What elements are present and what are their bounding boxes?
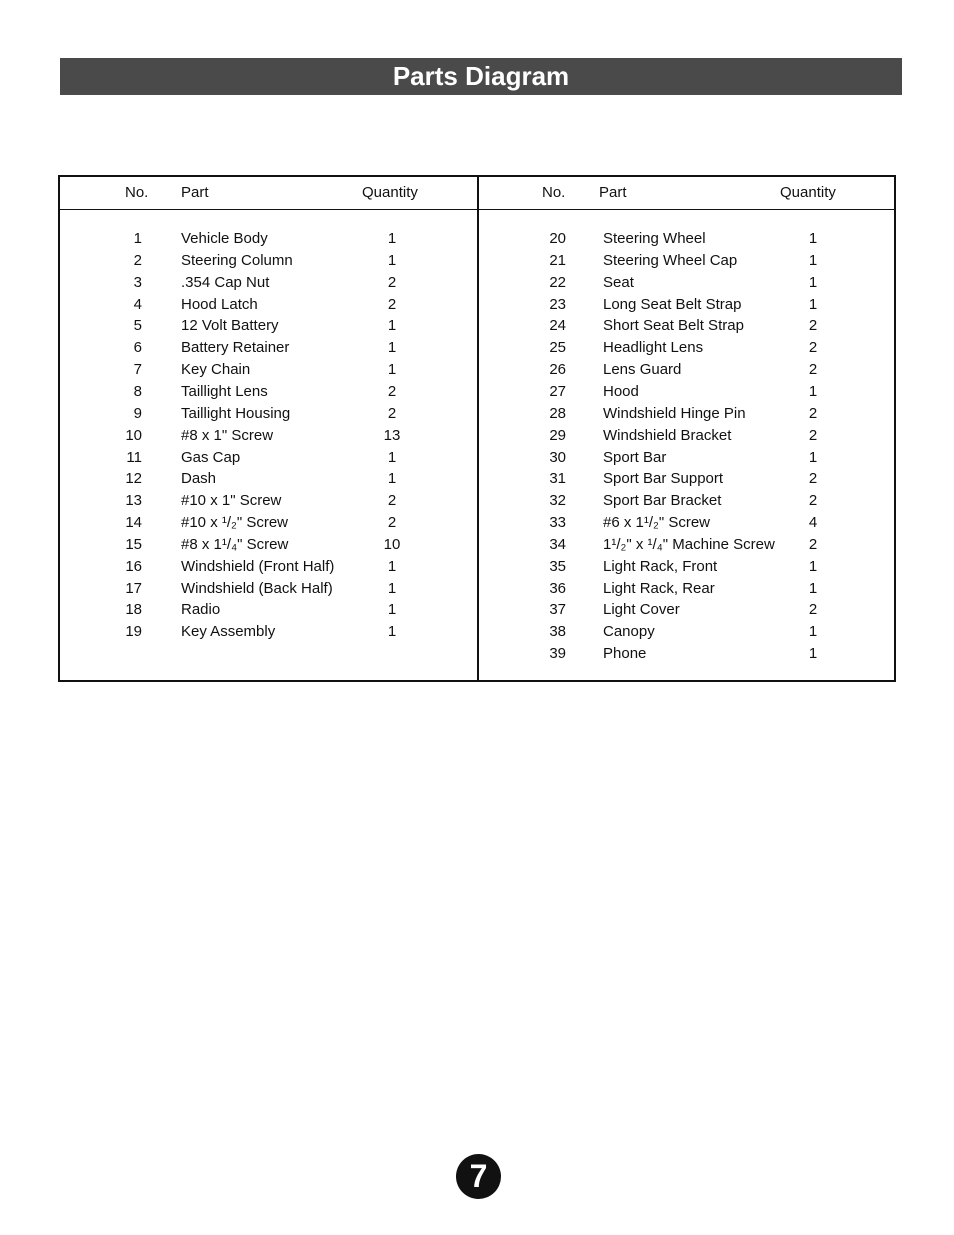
part-number: 15 (125, 535, 142, 553)
table-row (479, 556, 896, 578)
part-name: Steering Column (181, 251, 293, 269)
table-row (479, 294, 896, 316)
part-quantity: 1 (808, 579, 818, 597)
part-number: 10 (125, 426, 142, 444)
table-row (60, 490, 477, 512)
part-quantity: 2 (808, 535, 818, 553)
table-row (60, 447, 477, 469)
part-name: 12 Volt Battery (181, 317, 279, 335)
part-name: Radio (181, 601, 221, 619)
table-row (479, 272, 896, 294)
part-number: 36 (549, 579, 566, 597)
part-number: 13 (125, 492, 142, 510)
part-quantity: 1 (387, 448, 397, 466)
part-quantity: 1 (387, 230, 397, 247)
part-name: Hood (603, 382, 639, 400)
table-row (60, 556, 477, 578)
part-number: 32 (549, 492, 566, 510)
part-name: Key Chain (181, 361, 251, 379)
part-quantity: 2 (808, 492, 818, 510)
part-name: Light Rack, Rear (603, 579, 715, 597)
part-quantity: 2 (808, 426, 818, 444)
part-name: Phone (603, 645, 647, 663)
table-row (60, 315, 477, 337)
part-number: 29 (549, 426, 566, 444)
part-number: 14 (125, 514, 142, 532)
part-name: Canopy (603, 623, 655, 641)
part-number: 34 (549, 535, 566, 553)
table-row (479, 250, 896, 272)
table-row (60, 621, 477, 643)
header-no: No. (542, 184, 566, 201)
table-row (479, 578, 896, 600)
part-name: Headlight Lens (603, 339, 704, 357)
page-title: Parts Diagram (60, 58, 902, 95)
header-part: Part (181, 184, 209, 201)
part-quantity: 13 (383, 426, 401, 444)
part-number: 18 (125, 601, 142, 619)
table-row (479, 337, 896, 359)
part-number: 16 (125, 557, 142, 575)
page-number-badge: 7 (456, 1154, 501, 1199)
part-name: Light Rack, Front (603, 557, 718, 575)
part-name: Taillight Lens (181, 382, 268, 400)
part-name: Sport Bar (603, 448, 667, 466)
table-row (479, 534, 896, 556)
part-quantity: 1 (387, 623, 397, 641)
part-quantity: 1 (808, 273, 818, 291)
part-quantity: 2 (808, 339, 818, 357)
part-number: 23 (549, 295, 566, 313)
part-number: 20 (549, 230, 566, 247)
part-quantity: 1 (808, 557, 818, 575)
part-number: 4 (133, 295, 142, 313)
part-quantity: 1 (808, 448, 818, 466)
part-quantity: 1 (808, 382, 818, 400)
part-number: 7 (133, 361, 142, 379)
table-row (479, 381, 896, 403)
parts-column-left (60, 177, 477, 680)
table-row (60, 228, 477, 250)
table-row (60, 250, 477, 272)
part-number: 30 (549, 448, 566, 466)
header-part: Part (599, 184, 627, 201)
part-name: Hood Latch (181, 295, 258, 313)
table-row (479, 621, 896, 643)
part-name: Sport Bar Support (603, 470, 724, 488)
table-row (479, 643, 896, 665)
table-row (60, 468, 477, 490)
part-quantity: 2 (387, 514, 397, 532)
part-name: Gas Cap (181, 448, 241, 466)
header-no: No. (125, 184, 149, 201)
part-name: Battery Retainer (181, 339, 290, 357)
table-row (479, 599, 896, 621)
part-number: 22 (549, 273, 566, 291)
part-name: #10 x ¹/₂" Screw (181, 514, 289, 532)
part-number: 3 (133, 273, 142, 291)
part-number: 25 (549, 339, 566, 357)
part-quantity: 1 (808, 230, 818, 247)
table-row (60, 294, 477, 316)
part-number: 38 (549, 623, 566, 641)
part-quantity: 1 (387, 361, 397, 379)
part-name: Steering Wheel (603, 230, 706, 247)
part-name: Dash (181, 470, 217, 488)
part-number: 17 (125, 579, 142, 597)
part-name: Vehicle Body (181, 230, 268, 247)
part-name: #8 x 1¹/₄" Screw (181, 535, 289, 553)
part-quantity: 1 (387, 601, 397, 619)
part-quantity: 2 (808, 317, 818, 335)
part-name: Windshield Hinge Pin (603, 404, 746, 422)
header-quantity: Quantity (780, 184, 836, 201)
part-number: 21 (549, 251, 566, 269)
part-name: Windshield Bracket (603, 426, 732, 444)
part-quantity: 1 (808, 623, 818, 641)
part-number: 37 (549, 601, 566, 619)
part-quantity: 2 (387, 273, 397, 291)
parts-table (58, 175, 896, 682)
part-name: Short Seat Belt Strap (603, 317, 744, 335)
part-name: Long Seat Belt Strap (603, 295, 742, 313)
part-number: 35 (549, 557, 566, 575)
table-row (60, 599, 477, 621)
part-number: 39 (549, 645, 566, 663)
part-number: 24 (549, 317, 566, 335)
part-quantity: 1 (808, 251, 818, 269)
part-number: 8 (133, 382, 142, 400)
parts-column-right (477, 177, 896, 680)
part-number: 27 (549, 382, 566, 400)
part-quantity: 2 (387, 382, 397, 400)
table-row (479, 447, 896, 469)
table-row (60, 359, 477, 381)
table-row (479, 425, 896, 447)
part-number: 9 (133, 404, 142, 422)
header-quantity: Quantity (362, 184, 418, 201)
part-number: 26 (549, 361, 566, 379)
part-name: Steering Wheel Cap (603, 251, 738, 269)
table-row (60, 403, 477, 425)
part-number: 5 (133, 317, 142, 335)
part-number: 28 (549, 404, 566, 422)
table-row (479, 490, 896, 512)
part-quantity: 2 (808, 601, 818, 619)
column-header (479, 177, 896, 210)
table-row (479, 359, 896, 381)
part-quantity: 1 (808, 295, 818, 313)
part-quantity: 2 (387, 404, 397, 422)
part-name: Lens Guard (603, 361, 682, 379)
table-row (479, 315, 896, 337)
part-quantity: 4 (808, 514, 818, 532)
part-name: #10 x 1" Screw (181, 492, 282, 510)
part-name: #8 x 1" Screw (181, 426, 274, 444)
table-row (479, 468, 896, 490)
part-name: Windshield (Back Half) (181, 579, 333, 597)
column-header (60, 177, 477, 210)
table-row (60, 381, 477, 403)
part-quantity: 10 (383, 535, 401, 553)
part-quantity: 1 (808, 645, 818, 663)
table-row (60, 425, 477, 447)
table-row (479, 403, 896, 425)
part-name: Taillight Housing (181, 404, 291, 422)
part-quantity: 1 (387, 317, 397, 335)
part-quantity: 1 (387, 251, 397, 269)
part-quantity: 1 (387, 557, 397, 575)
part-name: Seat (603, 273, 634, 291)
part-quantity: 1 (387, 339, 397, 357)
part-quantity: 2 (808, 404, 818, 422)
part-number: 33 (549, 514, 566, 532)
part-quantity: 2 (387, 295, 397, 313)
table-row (479, 512, 896, 534)
part-number: 11 (126, 448, 142, 466)
part-quantity: 1 (387, 579, 397, 597)
part-number: 12 (125, 470, 142, 488)
part-name: Sport Bar Bracket (603, 492, 722, 510)
part-number: 19 (125, 623, 142, 641)
part-name: Light Cover (603, 601, 680, 619)
table-row (60, 512, 477, 534)
part-number: 1 (133, 230, 142, 247)
table-row (60, 272, 477, 294)
table-row (60, 534, 477, 556)
part-quantity: 2 (808, 470, 818, 488)
part-name: 1¹/₂" x ¹/₄" Machine Screw (603, 535, 775, 553)
part-quantity: 2 (808, 361, 818, 379)
part-number: 31 (549, 470, 566, 488)
table-row (60, 337, 477, 359)
part-number: 6 (133, 339, 142, 357)
part-name: .354 Cap Nut (181, 273, 270, 291)
part-number: 2 (133, 251, 142, 269)
part-quantity: 2 (387, 492, 397, 510)
table-row (60, 578, 477, 600)
part-name: Key Assembly (181, 623, 276, 641)
part-name: #6 x 1¹/₂" Screw (603, 514, 711, 532)
part-quantity: 1 (387, 470, 397, 488)
table-row (479, 228, 896, 250)
part-name: Windshield (Front Half) (181, 557, 335, 575)
